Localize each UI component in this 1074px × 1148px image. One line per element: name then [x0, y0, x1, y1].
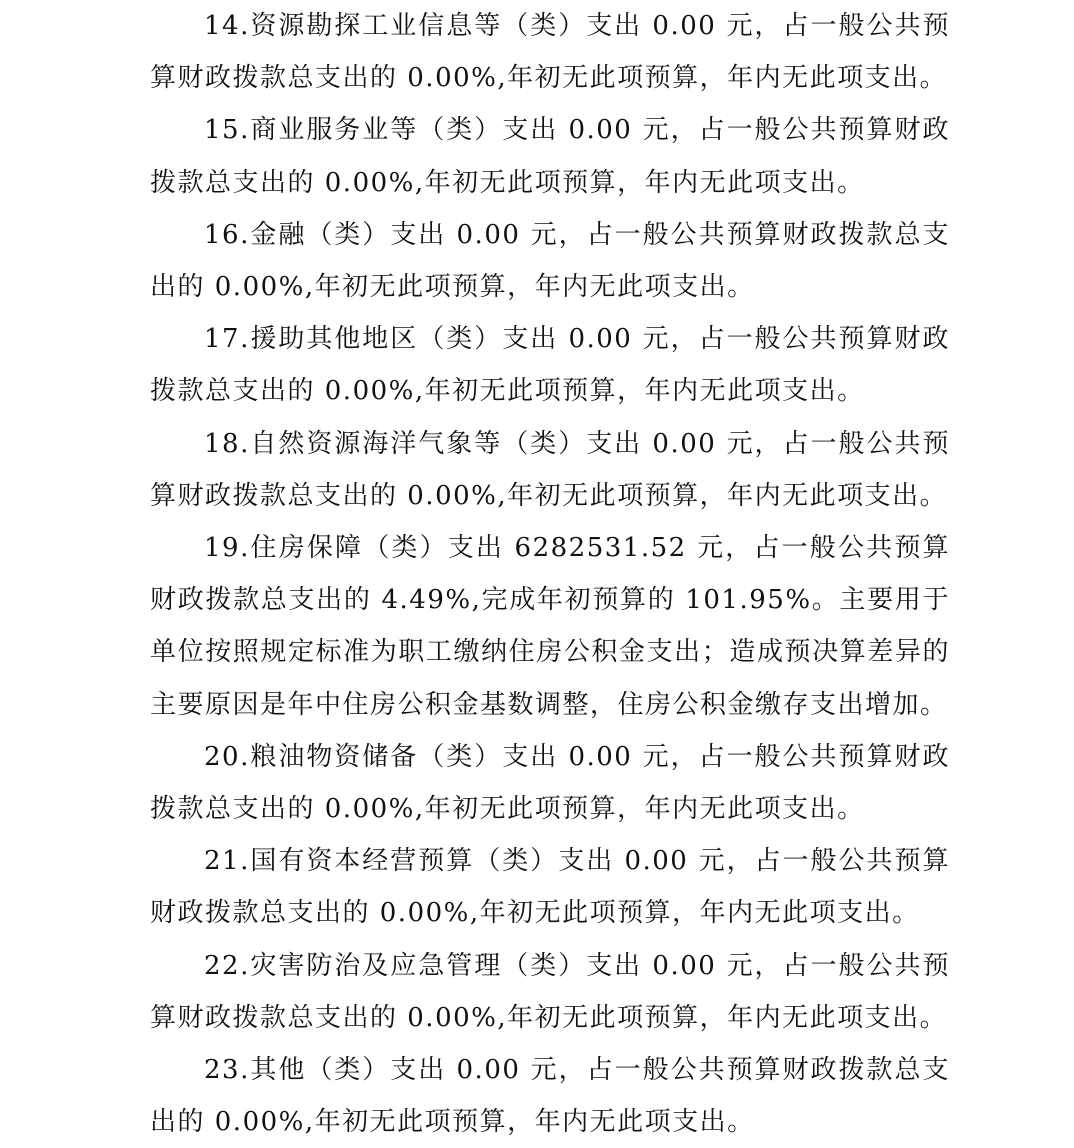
- paragraph-item-17: 17.援助其他地区（类）支出 0.00 元，占一般公共预算财政拨款总支出的 0.00%,年初无此项预算，年内无此项支出。: [150, 324, 950, 407]
- paragraph-item-15: 15.商业服务业等（类）支出 0.00 元，占一般公共预算财政拨款总支出的 0.00%,年初无此项预算，年内无此项支出。: [150, 115, 950, 198]
- paragraph-item-21: 21.国有资本经营预算（类）支出 0.00 元，占一般公共预算财政拨款总支出的 0.00%,年初无此项预算，年内无此项支出。: [150, 846, 950, 929]
- paragraph-item-22: 22.灾害防治及应急管理（类）支出 0.00 元，占一般公共预算财政拨款总支出的 0.00%,年初无此项预算，年内无此项支出。: [150, 950, 950, 1033]
- document-body: [150, 0, 950, 1148]
- paragraph-item-23: 23.其他（类）支出 0.00 元，占一般公共预算财政拨款总支出的 0.00%,年初无此项预算，年内无此项支出。: [150, 1055, 950, 1138]
- paragraph-item-19: 19.住房保障（类）支出 6282531.52 元，占一般公共预算财政拨款总支出的 4.49%,完成年初预算的 101.95%。主要用于单位按照规定标准为职工缴纳住房公积金支出；造成预决算差异的主要原因是年中住房公积金基数调整，住房公积金缴存支出增加。: [150, 533, 950, 720]
- paragraph-item-18: 18.自然资源海洋气象等（类）支出 0.00 元，占一般公共预算财政拨款总支出的 0.00%,年初无此项预算，年内无此项支出。: [150, 428, 950, 511]
- paragraph-item-20: 20.粮油物资储备（类）支出 0.00 元，占一般公共预算财政拨款总支出的 0.00%,年初无此项预算，年内无此项支出。: [150, 741, 950, 825]
- paragraph-item-16: 16.金融（类）支出 0.00 元，占一般公共预算财政拨款总支出的 0.00%,年初无此项预算，年内无此项支出。: [150, 219, 950, 303]
- paragraph-item-14: 14.资源勘探工业信息等（类）支出 0.00 元，占一般公共预算财政拨款总支出的 0.00%,年初无此项预算，年内无此项支出。: [150, 11, 950, 94]
